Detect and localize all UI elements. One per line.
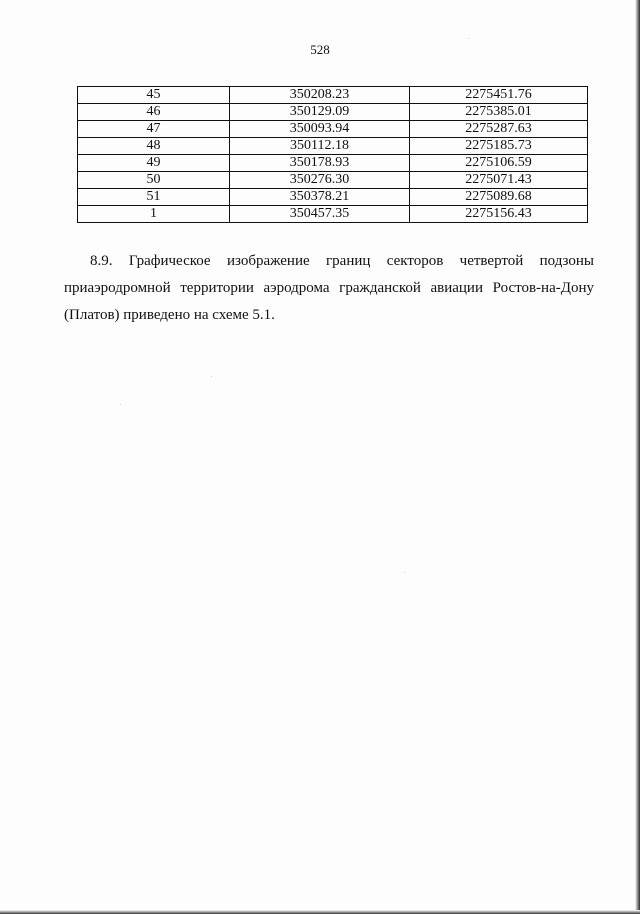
x-coordinate-cell: 350129.09: [230, 104, 410, 121]
paragraph-word: авиации: [430, 280, 483, 296]
point-number-cell: 51: [78, 189, 230, 206]
x-coordinate-cell: 350378.21: [230, 189, 410, 206]
y-coordinate-cell: 2275185.73: [410, 138, 588, 155]
point-number-cell: 46: [78, 104, 230, 121]
table-row: [78, 104, 588, 121]
point-number-cell: 49: [78, 155, 230, 172]
coordinates-table-body: [78, 87, 588, 223]
body-paragraph: [64, 248, 594, 329]
scan-speck: [468, 38, 469, 39]
paragraph-line-2: [64, 275, 594, 302]
point-number-cell: 1: [78, 206, 230, 223]
table-row: [78, 155, 588, 172]
paragraph-word: Ростов-на-Дону: [492, 280, 594, 296]
scan-speck: [120, 404, 121, 405]
table-row: [78, 172, 588, 189]
y-coordinate-cell: 2275106.59: [410, 155, 588, 172]
paragraph-word: приаэродромной: [64, 280, 171, 296]
x-coordinate-cell: 350457.35: [230, 206, 410, 223]
paragraph-word: границ: [326, 253, 371, 269]
x-coordinate-cell: 350178.93: [230, 155, 410, 172]
point-number-cell: 48: [78, 138, 230, 155]
page-number: 528: [310, 42, 330, 57]
scan-speck: [404, 572, 405, 573]
y-coordinate-cell: 2275156.43: [410, 206, 588, 223]
scan-edge-right: [635, 0, 640, 914]
table-row: [78, 121, 588, 138]
y-coordinate-cell: 2275451.76: [410, 87, 588, 104]
paragraph-word: подзоны: [539, 253, 594, 269]
y-coordinate-cell: 2275089.68: [410, 189, 588, 206]
x-coordinate-cell: 350208.23: [230, 87, 410, 104]
paragraph-line-3: (Платов) приведено на схеме 5.1.: [64, 307, 275, 323]
paragraph-word: территории: [180, 280, 254, 296]
paragraph-word: Графическое: [128, 253, 211, 269]
x-coordinate-cell: 350276.30: [230, 172, 410, 189]
y-coordinate-cell: 2275385.01: [410, 104, 588, 121]
point-number-cell: 50: [78, 172, 230, 189]
point-number-cell: 45: [78, 87, 230, 104]
point-number-cell: 47: [78, 121, 230, 138]
table-row: [78, 189, 588, 206]
x-coordinate-cell: 350093.94: [230, 121, 410, 138]
table-row: [78, 87, 588, 104]
x-coordinate-cell: 350112.18: [230, 138, 410, 155]
table-row: [78, 138, 588, 155]
paragraph-word: гражданской: [339, 280, 421, 296]
scan-speck: [211, 376, 212, 377]
paragraph-word: секторов: [386, 253, 444, 269]
coordinates-table: [77, 86, 588, 223]
table-row: [78, 206, 588, 223]
paragraph-word: изображение: [226, 253, 310, 269]
scan-edge-bottom: [0, 910, 640, 914]
paragraph-word: 8.9.: [90, 253, 113, 269]
y-coordinate-cell: 2275287.63: [410, 121, 588, 138]
y-coordinate-cell: 2275071.43: [410, 172, 588, 189]
paragraph-word: аэродрома: [263, 280, 330, 296]
paragraph-line-1: [64, 248, 594, 275]
paragraph-word: четвертой: [459, 253, 524, 269]
